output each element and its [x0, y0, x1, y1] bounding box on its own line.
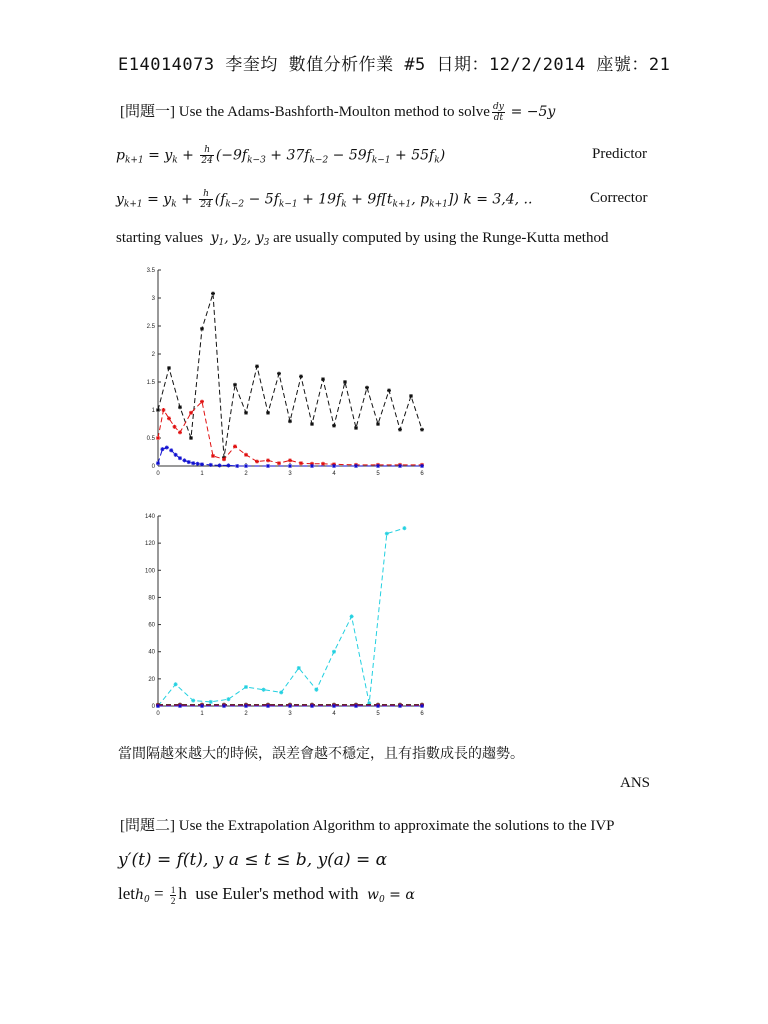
- data-point-red: [266, 458, 270, 462]
- data-point-blue: [235, 464, 239, 468]
- w0-symbol: $w_0 = \alpha$: [366, 887, 415, 905]
- data-point-blue: [165, 446, 169, 450]
- data-point-black: [200, 327, 204, 331]
- ans-label: ANS: [620, 775, 651, 791]
- data-point-red: [277, 461, 281, 465]
- data-point-blue: [156, 704, 160, 708]
- data-point-black: [398, 428, 402, 432]
- data-point-blue: [169, 448, 173, 452]
- data-point-black: [255, 364, 259, 368]
- data-point-blue: [196, 462, 200, 466]
- y-tick-label: 2.5: [146, 324, 155, 330]
- data-point-blue: [178, 456, 182, 460]
- data-point-blue: [178, 704, 182, 708]
- half-frac: [170, 885, 177, 906]
- problem2-intro: [120, 814, 615, 835]
- y-tick-label: 0.5: [146, 436, 155, 442]
- predictor-formula: $p_{k+1} = y_k$ + $\frac{h}{24}$ $(-9f_{k-3} + 37f_{k-2} - 59f_{k-1} + 55f_k)$: [116, 145, 446, 166]
- starting-prefix: starting values: [116, 230, 204, 246]
- data-point-cyan: [332, 650, 336, 654]
- data-point-blue: [288, 704, 292, 708]
- data-point-cyan: [297, 666, 301, 670]
- data-point-red: [178, 430, 182, 434]
- data-point-black: [167, 366, 171, 370]
- y-tick-label: 80: [148, 595, 155, 602]
- problem2-title: [問題二]: [120, 818, 175, 834]
- data-point-red: [299, 461, 303, 465]
- data-point-blue: [160, 447, 164, 451]
- corrector-h: h: [199, 189, 212, 200]
- predictor-24: 24: [201, 156, 213, 166]
- y-tick-label: 3.5: [146, 268, 155, 274]
- data-point-black: [178, 405, 182, 409]
- data-point-black: [299, 374, 303, 378]
- data-point-red: [162, 408, 166, 412]
- data-point-blue: [187, 460, 191, 464]
- data-point-black: [365, 386, 369, 390]
- y-tick-label: 120: [144, 541, 155, 548]
- y-tick-label: 140: [144, 514, 155, 520]
- data-point-red: [156, 436, 160, 440]
- data-point-blue: [310, 464, 314, 468]
- data-point-black: [288, 419, 292, 423]
- y-tick-label: 0: [151, 464, 155, 470]
- data-point-red: [173, 425, 177, 429]
- starting-vars: $y_1$, $y_2$, $y_3$: [210, 230, 270, 248]
- data-point-blue: [200, 704, 204, 708]
- document-header: E14014073 李奎均 數值分析作業 #5 日期：12/2/2014 座號：21: [118, 55, 671, 75]
- data-point-blue: [354, 704, 358, 708]
- h0-symbol: $h_0$: [135, 887, 150, 905]
- use-euler: use Euler's method with: [195, 884, 359, 903]
- data-point-black: [189, 436, 193, 440]
- data-point-black: [310, 422, 314, 426]
- data-point-black: [376, 422, 380, 426]
- data-point-black: [387, 388, 391, 392]
- data-point-cyan: [279, 690, 283, 694]
- y-tick-label: 3: [151, 296, 155, 302]
- x-tick-label: 3: [288, 711, 292, 717]
- data-point-cyan: [244, 685, 248, 689]
- data-point-red: [211, 454, 215, 458]
- data-point-blue: [222, 704, 226, 708]
- data-point-blue: [376, 464, 380, 468]
- ode-fraction: [492, 102, 505, 123]
- x-tick-label: 4: [332, 711, 336, 717]
- let-prefix: let: [118, 884, 135, 903]
- data-point-black: [354, 426, 358, 430]
- x-tick-label: 3: [288, 471, 292, 477]
- data-point-blue: [332, 464, 336, 468]
- data-point-red: [321, 462, 325, 466]
- y-tick-label: 0: [151, 704, 155, 710]
- data-point-blue: [209, 463, 213, 467]
- ivp-statement: y′(t) = f(t), y a ≤ t ≤ b, y(a) = α: [118, 850, 388, 870]
- y-tick-label: 20: [148, 676, 155, 683]
- data-point-cyan: [314, 688, 318, 692]
- data-point-cyan: [174, 682, 178, 686]
- data-point-red: [200, 400, 204, 404]
- corrector-label: Corrector: [590, 190, 648, 206]
- data-point-black: [277, 372, 281, 376]
- data-point-blue: [182, 458, 186, 462]
- data-point-blue: [310, 704, 314, 708]
- data-point-cyan: [226, 697, 230, 701]
- series-line-cyan: [158, 528, 404, 706]
- data-point-black: [156, 408, 160, 412]
- data-point-black: [332, 424, 336, 428]
- predictor-h-frac: [200, 145, 213, 166]
- data-point-blue: [398, 464, 402, 468]
- data-point-red: [255, 460, 259, 464]
- x-tick-label: 6: [420, 711, 424, 717]
- data-point-black: [420, 428, 424, 432]
- corrector-24: 24: [200, 200, 212, 210]
- data-point-cyan: [209, 700, 213, 704]
- data-point-black: [409, 394, 413, 398]
- y-tick-label: 60: [148, 622, 155, 629]
- ode-rhs: = −5y: [510, 104, 556, 120]
- corrector-h-frac: [199, 189, 212, 210]
- ode-den: dt: [493, 113, 504, 124]
- x-tick-label: 1: [200, 471, 204, 477]
- data-point-blue: [244, 704, 248, 708]
- predictor-label: Predictor: [592, 146, 647, 162]
- data-point-blue: [376, 704, 380, 708]
- data-point-red: [288, 458, 292, 462]
- y-tick-label: 1: [151, 408, 155, 414]
- data-point-blue: [420, 464, 424, 468]
- data-point-blue: [354, 464, 358, 468]
- data-point-cyan: [385, 532, 389, 536]
- data-point-cyan: [350, 614, 354, 618]
- data-point-red: [189, 411, 193, 415]
- data-point-blue: [156, 461, 160, 465]
- data-point-blue: [398, 704, 402, 708]
- y-tick-label: 1.5: [146, 380, 155, 386]
- problem2-intro-text: Use the Extrapolation Algorithm to approximate the solutions to the IVP: [178, 818, 615, 834]
- x-tick-label: 5: [376, 471, 380, 477]
- corrector-formula: $y_{k+1} = y_k$ + $\frac{h}{24}$ ($f_{k-2} - 5f_{k-1} + 19f_k + 9f[t_{k+1}$, $p_{k+1}$]) k = 3,4, ..: [116, 189, 533, 210]
- chart-bottom: [140, 508, 430, 720]
- ode-num: dy: [492, 102, 504, 113]
- problem1-intro-text: Use the Adams-Bashforth-Moulton method to solve: [178, 104, 490, 120]
- chart-top: [140, 262, 430, 480]
- data-point-red: [244, 453, 248, 457]
- x-tick-label: 6: [420, 471, 424, 477]
- data-point-cyan: [191, 699, 195, 703]
- data-point-black: [321, 377, 325, 381]
- data-point-blue: [266, 464, 270, 468]
- observation-text: 當間隔越來越大的時候，誤差會越不穩定，且有指數成長的趨勢。: [118, 746, 524, 762]
- data-point-blue: [218, 463, 222, 467]
- data-point-cyan: [402, 526, 406, 530]
- y-tick-label: 40: [148, 649, 155, 656]
- half-den: 2: [170, 895, 176, 906]
- x-tick-label: 2: [244, 711, 248, 717]
- data-point-black: [244, 411, 248, 415]
- data-point-red: [222, 457, 226, 461]
- data-point-blue: [332, 704, 336, 708]
- half-num: 1: [170, 884, 176, 895]
- data-point-blue: [200, 462, 204, 466]
- predictor-h: h: [200, 145, 213, 156]
- starting-values-line: [116, 230, 608, 248]
- data-point-black: [266, 411, 270, 415]
- y-tick-label: 2: [151, 352, 155, 358]
- data-point-blue: [266, 704, 270, 708]
- problem1-title: [問題一]: [120, 104, 175, 120]
- series-line-black: [158, 294, 422, 458]
- x-tick-label: 5: [376, 711, 380, 717]
- data-point-blue: [244, 464, 248, 468]
- starting-suffix: are usually computed by using the Runge-Kutta method: [273, 230, 609, 246]
- x-tick-label: 2: [244, 471, 248, 477]
- data-point-blue: [288, 464, 292, 468]
- data-point-black: [211, 292, 215, 296]
- x-tick-label: 0: [156, 711, 160, 717]
- problem1-intro: [120, 100, 555, 123]
- data-point-blue: [420, 704, 424, 708]
- let-h0-line: leth$_0$ = $\frac{1}{2}$ h use Euler's method with $w_0 = \alpha$: [118, 884, 415, 906]
- x-tick-label: 4: [332, 471, 336, 477]
- predictor-lhs: p: [116, 147, 125, 164]
- data-point-red: [167, 416, 171, 420]
- data-point-red: [233, 444, 237, 448]
- data-point-blue: [174, 453, 178, 457]
- x-tick-label: 0: [156, 471, 160, 477]
- data-point-black: [233, 383, 237, 387]
- data-point-black: [343, 380, 347, 384]
- x-tick-label: 1: [200, 711, 204, 717]
- data-point-cyan: [262, 688, 266, 692]
- corrector-k-range: k = 3,4, ..: [463, 191, 533, 208]
- data-point-blue: [191, 461, 195, 465]
- data-point-blue: [226, 463, 230, 467]
- y-tick-label: 100: [144, 568, 155, 575]
